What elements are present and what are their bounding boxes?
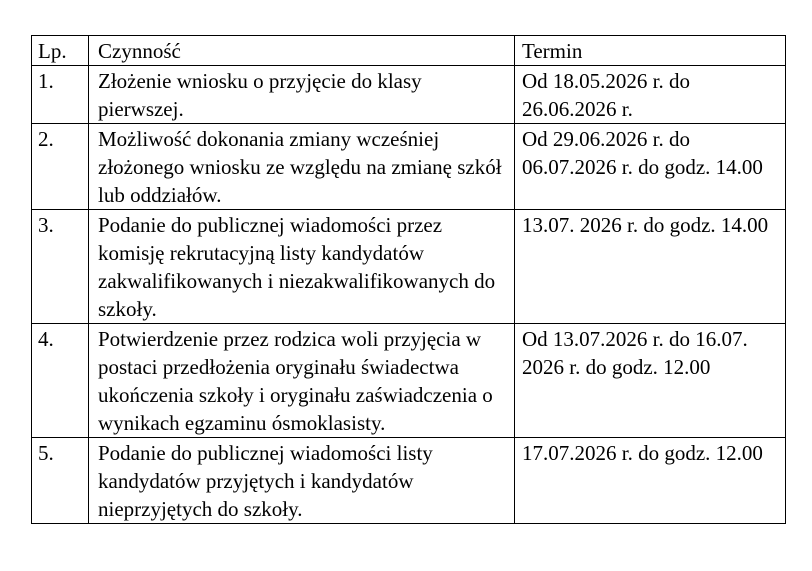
row-term-cell: 17.07.2026 r. do godz. 12.00 (515, 438, 786, 524)
table-row (32, 210, 786, 324)
row-task-cell: Potwierdzenie przez rodzica woli przyjęcia w postaci przedłożenia oryginału świadectwa ukończenia szkoły i oryginału zaświadczenia o wynikach egzaminu ósmoklasisty. (89, 324, 515, 438)
header-task: Czynność (89, 36, 515, 66)
table-row (32, 66, 786, 124)
row-term-cell: 13.07. 2026 r. do godz. 14.00 (515, 210, 786, 324)
row-term-cell: Od 18.05.2026 r. do 26.06.2026 r. (515, 66, 786, 124)
table-row (32, 124, 786, 210)
header-lp: Lp. (32, 36, 89, 66)
row-lp-cell: 1. (32, 66, 89, 124)
row-task-cell: Podanie do publicznej wiadomości przez komisję rekrutacyjną listy kandydatów zakwalifikowanych i niezakwalifikowanych do szkoły. (89, 210, 515, 324)
recruitment-schedule-table (31, 35, 786, 524)
row-lp-cell: 2. (32, 124, 89, 210)
row-lp-cell: 3. (32, 210, 89, 324)
row-term-cell: Od 29.06.2026 r. do 06.07.2026 r. do godz. 14.00 (515, 124, 786, 210)
row-term-cell: Od 13.07.2026 r. do 16.07. 2026 r. do godz. 12.00 (515, 324, 786, 438)
row-task-cell: Złożenie wniosku o przyjęcie do klasy pierwszej. (89, 66, 515, 124)
row-task-cell: Możliwość dokonania zmiany wcześniej złożonego wniosku ze względu na zmianę szkół lub oddziałów. (89, 124, 515, 210)
row-task-cell: Podanie do publicznej wiadomości listy kandydatów przyjętych i kandydatów nieprzyjętych do szkoły. (89, 438, 515, 524)
row-lp-cell: 5. (32, 438, 89, 524)
table-row (32, 324, 786, 438)
header-term: Termin (515, 36, 786, 66)
row-lp-cell: 4. (32, 324, 89, 438)
table-row (32, 438, 786, 524)
table-header-row (32, 36, 786, 66)
